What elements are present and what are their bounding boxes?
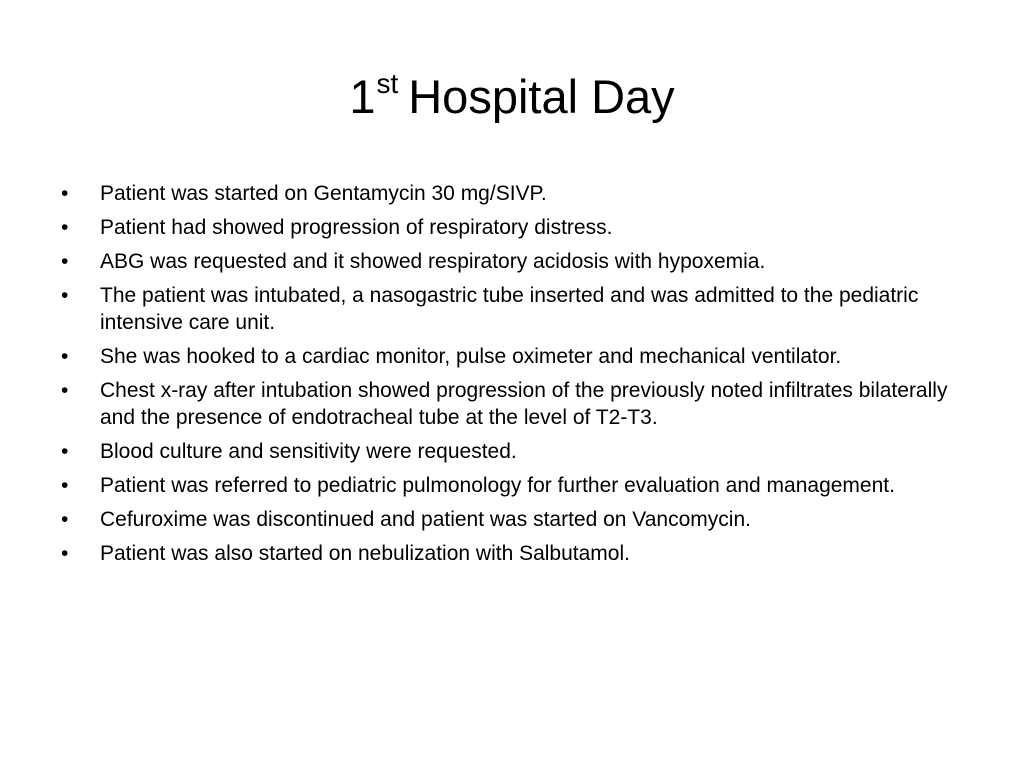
bullet-marker: •	[61, 474, 69, 497]
bullet-marker: •	[61, 284, 69, 307]
bullet-text: She was hooked to a cardiac monitor, pulse oximeter and mechanical ventilator.	[100, 345, 842, 368]
bullet-marker: •	[61, 182, 69, 205]
bullet-text: Patient had showed progression of respiratory distress.	[100, 216, 613, 239]
bullet-item	[56, 343, 966, 370]
bullet-text: ABG was requested and it showed respiratory acidosis with hypoxemia.	[100, 250, 766, 273]
bullet-text: The patient was intubated, a nasogastric tube inserted and was admitted to the pediatric intensive care unit.	[100, 284, 919, 334]
bullet-marker: •	[61, 508, 69, 531]
bullet-text: Chest x-ray after intubation showed progression of the previously noted infiltrates bilaterally and the presence of endotracheal tube at the level of T2-T3.	[100, 379, 948, 429]
bullet-text: Patient was referred to pediatric pulmonology for further evaluation and management.	[100, 474, 895, 497]
bullet-item	[56, 214, 966, 241]
slide-title	[0, 62, 1024, 139]
bullet-item	[56, 180, 966, 207]
bullet-item	[56, 282, 966, 336]
bullet-marker: •	[61, 216, 69, 239]
bullet-marker: •	[61, 345, 69, 368]
bullet-marker: •	[61, 379, 69, 402]
bullet-item	[56, 506, 966, 533]
bullet-text: Blood culture and sensitivity were requested.	[100, 440, 517, 463]
bullet-item	[56, 377, 966, 431]
bullet-item	[56, 438, 966, 465]
bullet-item	[56, 540, 966, 567]
bullet-item	[56, 472, 966, 499]
bullet-text: Patient was also started on nebulization with Salbutamol.	[100, 542, 630, 565]
title-superscript: st	[376, 68, 399, 99]
bullet-marker: •	[61, 440, 69, 463]
bullet-text: Patient was started on Gentamycin 30 mg/SIVP.	[100, 182, 547, 205]
bullet-marker: •	[61, 542, 69, 565]
bullet-item	[56, 248, 966, 275]
bullet-list	[56, 180, 966, 574]
bullet-text: Cefuroxime was discontinued and patient was started on Vancomycin.	[100, 508, 751, 531]
title-text: Hospital Day	[408, 70, 675, 123]
title-number: 1	[349, 70, 376, 123]
bullet-marker: •	[61, 250, 69, 273]
